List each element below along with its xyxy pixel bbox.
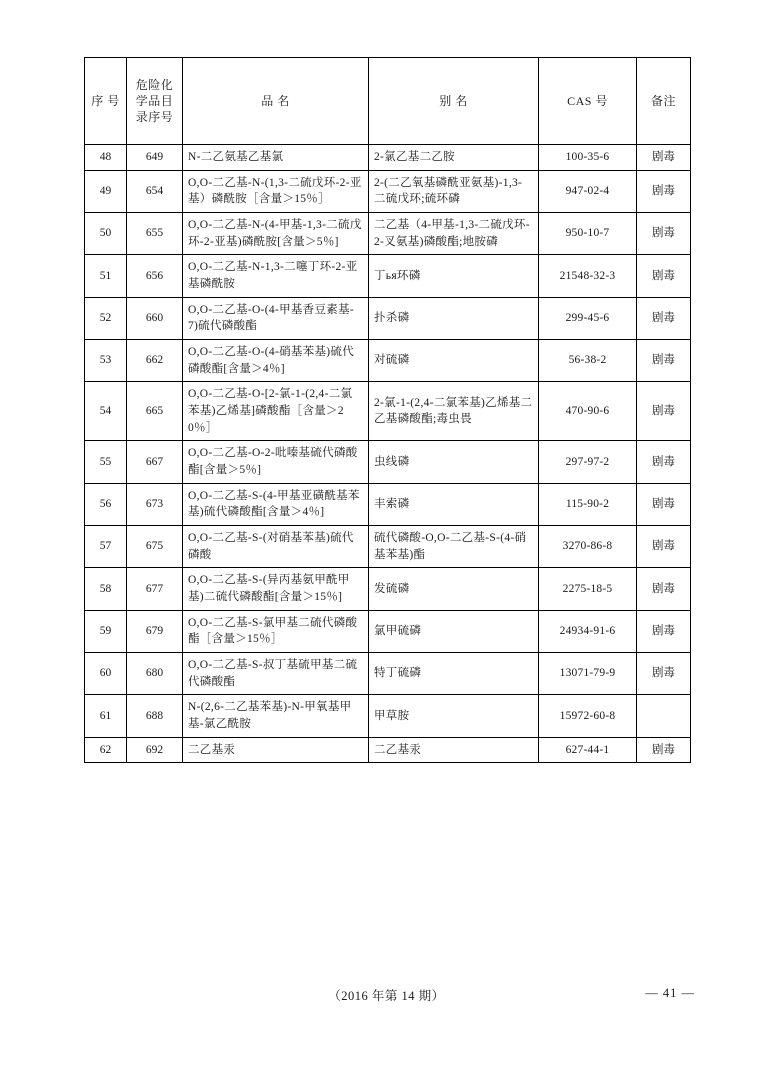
cell-product-name: O,O-二乙基-O-[2-氯-1-(2,4-二氯苯基)乙烯基]磷酸酯［含量＞20％］ bbox=[183, 382, 369, 441]
cell-serial: 52 bbox=[85, 297, 127, 339]
table-row bbox=[85, 297, 691, 339]
cell-alias: 对硫磷 bbox=[369, 340, 539, 382]
cell-product-name: N-二乙氨基乙基氯 bbox=[183, 145, 369, 171]
cell-product-name: O,O-二乙基-S-(异丙基氨甲酰甲基)二硫代磷酸酯[含量＞15％] bbox=[183, 568, 369, 610]
cell-catalog-serial: 654 bbox=[127, 170, 183, 212]
table-row bbox=[85, 382, 691, 441]
chemical-table-container bbox=[84, 57, 690, 763]
table-row bbox=[85, 737, 691, 763]
chemical-table bbox=[84, 57, 691, 763]
cell-product-name: O,O-二乙基-S-(4-甲基亚磺酰基苯基)硫代磷酸酯[含量＞4％] bbox=[183, 483, 369, 525]
cell-serial: 50 bbox=[85, 213, 127, 255]
cell-alias: 硫代磷酸-O,O-二乙基-S-(4-硝基苯基)酯 bbox=[369, 526, 539, 568]
cell-product-name: N-(2,6-二乙基苯基)-N-甲氧基甲基-氯乙酰胺 bbox=[183, 695, 369, 737]
cell-serial: 58 bbox=[85, 568, 127, 610]
cell-alias: 虫线磷 bbox=[369, 441, 539, 483]
cell-serial: 55 bbox=[85, 441, 127, 483]
cell-catalog-serial: 675 bbox=[127, 526, 183, 568]
cell-remark: 剧毒 bbox=[637, 382, 691, 441]
table-row bbox=[85, 483, 691, 525]
table-body bbox=[85, 145, 691, 763]
cell-cas: 115-90-2 bbox=[539, 483, 637, 525]
cell-remark: 剧毒 bbox=[637, 653, 691, 695]
cell-remark: 剧毒 bbox=[637, 441, 691, 483]
cell-remark: 剧毒 bbox=[637, 737, 691, 763]
cell-product-name: O,O-二乙基-N-1,3-二噻丁环-2-亚基磷酰胺 bbox=[183, 255, 369, 297]
cell-serial: 60 bbox=[85, 653, 127, 695]
cell-catalog-serial: 677 bbox=[127, 568, 183, 610]
cell-cas: 299-45-6 bbox=[539, 297, 637, 339]
table-row bbox=[85, 340, 691, 382]
cell-catalog-serial: 649 bbox=[127, 145, 183, 171]
table-row bbox=[85, 653, 691, 695]
cell-cas: 56-38-2 bbox=[539, 340, 637, 382]
table-header-row bbox=[85, 58, 691, 145]
cell-alias: 丰索磷 bbox=[369, 483, 539, 525]
cell-catalog-serial: 692 bbox=[127, 737, 183, 763]
cell-cas: 627-44-1 bbox=[539, 737, 637, 763]
column-header-alias: 别 名 bbox=[369, 58, 539, 145]
cell-cas: 297-97-2 bbox=[539, 441, 637, 483]
cell-cas: 947-02-4 bbox=[539, 170, 637, 212]
column-header-product-name: 品 名 bbox=[183, 58, 369, 145]
cell-product-name: O,O-二乙基-S-氯甲基二硫代磷酸酯［含量＞15％］ bbox=[183, 610, 369, 652]
cell-serial: 61 bbox=[85, 695, 127, 737]
cell-product-name: O,O-二乙基-O-(4-甲基香豆素基-7)硫代磷酸酯 bbox=[183, 297, 369, 339]
cell-remark: 剧毒 bbox=[637, 297, 691, 339]
cell-alias: 2-(二乙氧基磷酰亚氨基)-1,3-二硫戊环;硫环磷 bbox=[369, 170, 539, 212]
cell-alias: 甲草胺 bbox=[369, 695, 539, 737]
cell-product-name: O,O-二乙基-O-2-吡嗪基硫代磷酸酯[含量＞5％] bbox=[183, 441, 369, 483]
cell-catalog-serial: 660 bbox=[127, 297, 183, 339]
cell-cas: 100-35-6 bbox=[539, 145, 637, 171]
cell-cas: 13071-79-9 bbox=[539, 653, 637, 695]
cell-remark: 剧毒 bbox=[637, 145, 691, 171]
cell-serial: 57 bbox=[85, 526, 127, 568]
cell-serial: 53 bbox=[85, 340, 127, 382]
cell-catalog-serial: 662 bbox=[127, 340, 183, 382]
cell-catalog-serial: 688 bbox=[127, 695, 183, 737]
cell-catalog-serial: 667 bbox=[127, 441, 183, 483]
cell-product-name: 二乙基汞 bbox=[183, 737, 369, 763]
cell-remark: 剧毒 bbox=[637, 170, 691, 212]
table-row bbox=[85, 695, 691, 737]
cell-catalog-serial: 655 bbox=[127, 213, 183, 255]
table-row bbox=[85, 255, 691, 297]
cell-cas: 950-10-7 bbox=[539, 213, 637, 255]
cell-serial: 59 bbox=[85, 610, 127, 652]
column-header-remark: 备注 bbox=[637, 58, 691, 145]
cell-product-name: O,O-二乙基-S-叔丁基硫甲基二硫代磷酸酯 bbox=[183, 653, 369, 695]
issue-label: （2016 年第 14 期） bbox=[328, 989, 445, 1003]
cell-remark: 剧毒 bbox=[637, 483, 691, 525]
column-header-catalog-serial: 危险化学品目录序号 bbox=[127, 58, 183, 145]
cell-alias: 扑杀磷 bbox=[369, 297, 539, 339]
cell-alias: 二乙基（4-甲基-1,3-二硫戊环-2-叉氨基)磷酸酯;地胺磷 bbox=[369, 213, 539, 255]
cell-serial: 54 bbox=[85, 382, 127, 441]
cell-remark: 剧毒 bbox=[637, 340, 691, 382]
page-number: — 41 — bbox=[645, 986, 695, 1000]
table-row bbox=[85, 568, 691, 610]
cell-remark: 剧毒 bbox=[637, 568, 691, 610]
cell-cas: 470-90-6 bbox=[539, 382, 637, 441]
table-row bbox=[85, 213, 691, 255]
table-row bbox=[85, 610, 691, 652]
cell-cas: 21548-32-3 bbox=[539, 255, 637, 297]
cell-catalog-serial: 673 bbox=[127, 483, 183, 525]
cell-alias: 氯甲硫磷 bbox=[369, 610, 539, 652]
column-header-serial: 序 号 bbox=[85, 58, 127, 145]
table-row bbox=[85, 526, 691, 568]
cell-cas: 2275-18-5 bbox=[539, 568, 637, 610]
cell-alias: 丁ья环磷 bbox=[369, 255, 539, 297]
cell-remark: 剧毒 bbox=[637, 255, 691, 297]
cell-serial: 62 bbox=[85, 737, 127, 763]
cell-catalog-serial: 680 bbox=[127, 653, 183, 695]
cell-catalog-serial: 665 bbox=[127, 382, 183, 441]
cell-product-name: O,O-二乙基-S-(对硝基苯基)硫代磷酸 bbox=[183, 526, 369, 568]
column-header-cas: CAS 号 bbox=[539, 58, 637, 145]
cell-remark: 剧毒 bbox=[637, 213, 691, 255]
cell-alias: 发硫磷 bbox=[369, 568, 539, 610]
cell-serial: 49 bbox=[85, 170, 127, 212]
table-row bbox=[85, 441, 691, 483]
cell-alias: 2-氯乙基二乙胺 bbox=[369, 145, 539, 171]
cell-remark bbox=[637, 695, 691, 737]
cell-cas: 15972-60-8 bbox=[539, 695, 637, 737]
cell-serial: 56 bbox=[85, 483, 127, 525]
cell-alias: 2-氯-1-(2,4-二氯苯基)乙烯基二乙基磷酸酯;毒虫畏 bbox=[369, 382, 539, 441]
cell-serial: 48 bbox=[85, 145, 127, 171]
cell-alias: 特丁硫磷 bbox=[369, 653, 539, 695]
table-row bbox=[85, 145, 691, 171]
cell-remark: 剧毒 bbox=[637, 526, 691, 568]
cell-catalog-serial: 679 bbox=[127, 610, 183, 652]
cell-remark: 剧毒 bbox=[637, 610, 691, 652]
table-row bbox=[85, 170, 691, 212]
cell-alias: 二乙基汞 bbox=[369, 737, 539, 763]
cell-serial: 51 bbox=[85, 255, 127, 297]
cell-product-name: O,O-二乙基-O-(4-硝基苯基)硫代磷酸酯[含量＞4％] bbox=[183, 340, 369, 382]
cell-cas: 24934-91-6 bbox=[539, 610, 637, 652]
table-header bbox=[85, 58, 691, 145]
cell-product-name: O,O-二乙基-N-(4-甲基-1,3-二硫戊环-2-亚基)磷酰胺[含量＞5％] bbox=[183, 213, 369, 255]
cell-product-name: O,O-二乙基-N-(1,3-二硫戊环-2-亚基）磷酰胺［含量＞15％］ bbox=[183, 170, 369, 212]
cell-catalog-serial: 656 bbox=[127, 255, 183, 297]
cell-cas: 3270-86-8 bbox=[539, 526, 637, 568]
